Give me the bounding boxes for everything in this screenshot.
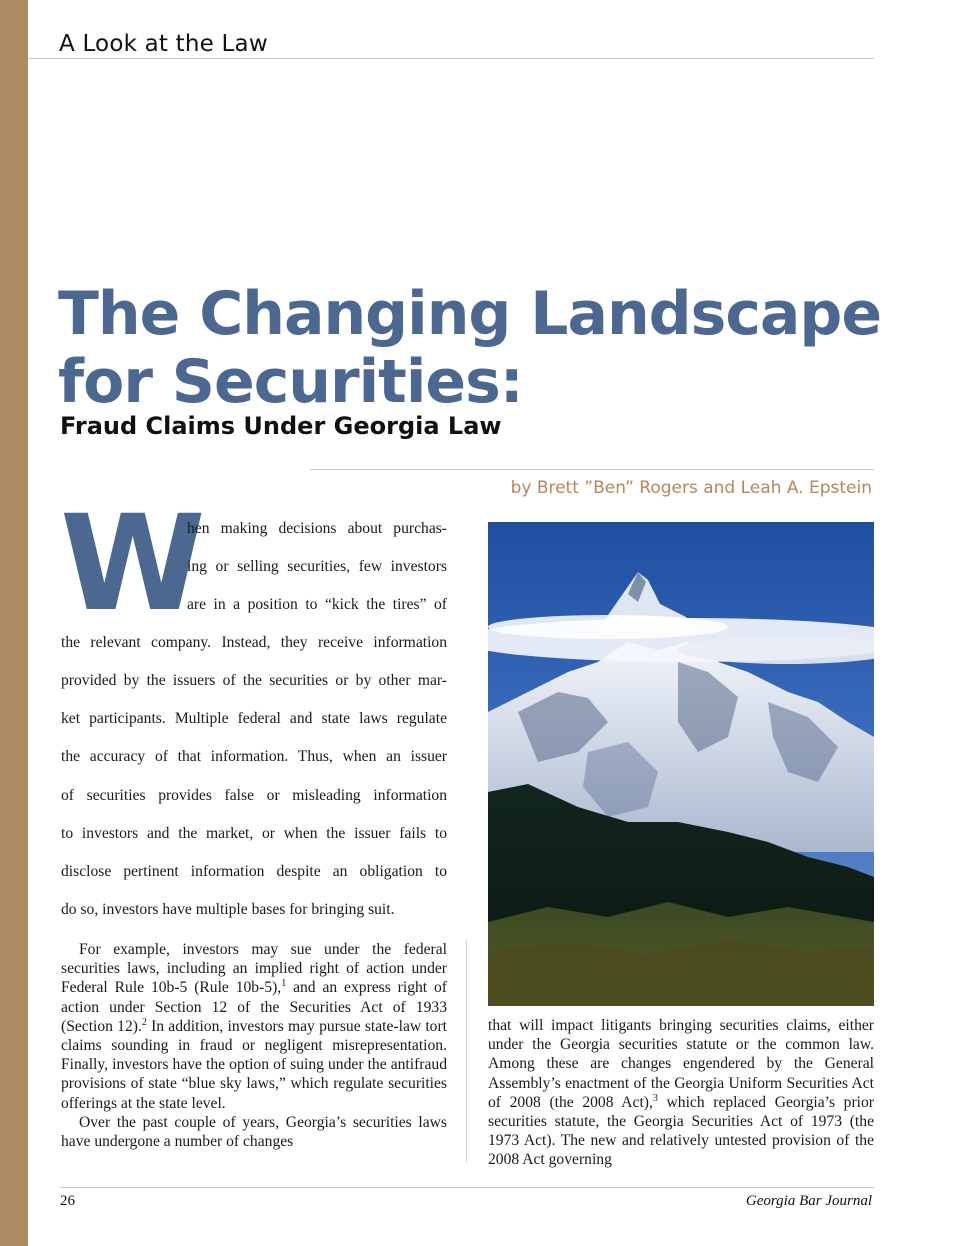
lead-line: the accuracy of that information. Thus, when an issuer <box>61 748 447 765</box>
article-subtitle: Fraud Claims Under Georgia Law <box>60 412 502 440</box>
journal-name: Georgia Bar Journal <box>745 1193 872 1209</box>
lead-line: are in a position to “kick the tires” of <box>187 596 447 613</box>
right-column-body <box>488 1016 874 1170</box>
text-run: that will impact litigants bringing securities claims, either under the Georgia securities statute or the common law. Among these are changes engendered by the General Assembly’s enactment of the Georgia Uniform Securities Act of 2008 (the 2008 Act), <box>488 1017 874 1111</box>
lead-line: ket participants. Multiple federal and state laws regulate <box>61 710 447 727</box>
lead-line: the relevant company. Instead, they receive information <box>61 634 447 651</box>
text-run: which replaced Georgia’s prior securities statute, the Georgia Securities Act of 1973 (the 1973 Act). The new and relatively untested provision of the 2008 Act governing <box>488 1093 874 1169</box>
paragraph <box>61 940 447 1113</box>
section-label: A Look at the Law <box>59 31 268 57</box>
drop-cap: W <box>60 487 198 641</box>
title-line-2: for Securities: <box>58 347 523 417</box>
article-title <box>58 280 881 416</box>
byline: by Brett ”Ben” Rogers and Leah A. Epstein <box>510 478 872 498</box>
paragraph <box>488 1016 874 1170</box>
lead-line: ing or selling securities, few investors <box>187 558 447 575</box>
title-line-1: The Changing Landscape <box>58 279 882 349</box>
footnote-ref[interactable]: 2 <box>141 1016 147 1028</box>
footnote-ref[interactable]: 3 <box>652 1092 658 1104</box>
paragraph: Over the past couple of years, Georgia’s securities laws have undergone a number of changes <box>61 1113 447 1151</box>
left-column-body <box>61 940 447 1151</box>
text-run: and an express right of action under Section 12 of the Securities Act of 1933 (Section 12). <box>61 979 447 1035</box>
lead-line: of securities provides false or misleading information <box>61 787 447 804</box>
footer-rule <box>60 1187 874 1188</box>
page-number: 26 <box>60 1193 75 1209</box>
byline-rule <box>310 469 874 470</box>
lead-line: hen making decisions about purchas- <box>187 520 447 537</box>
column-divider <box>466 940 467 1162</box>
footnote-ref[interactable]: 1 <box>281 978 287 990</box>
text-run: In addition, investors may pursue state-law tort claims sounding in fraud or negligent misrepresentation. Finally, investors have the option of suing under the antifraud provisions of state “blue sky laws,” which regulate securities offerings at the state level. <box>61 1017 447 1112</box>
mountain-photo <box>488 522 874 1006</box>
side-color-bar <box>0 0 28 1246</box>
lead-line: do so, investors have multiple bases for bringing suit. <box>61 901 395 918</box>
lead-line: disclose pertinent information despite an obligation to <box>61 863 447 880</box>
lead-line: to investors and the market, or when the issuer fails to <box>61 825 447 842</box>
header-rule <box>28 58 874 59</box>
lead-line: provided by the issuers of the securities or by other mar- <box>61 672 447 689</box>
text-run: For example, investors may sue under the federal securities laws, including an implied right of action under Federal Rule 10b-5 (Rule 10b-5), <box>61 941 447 997</box>
